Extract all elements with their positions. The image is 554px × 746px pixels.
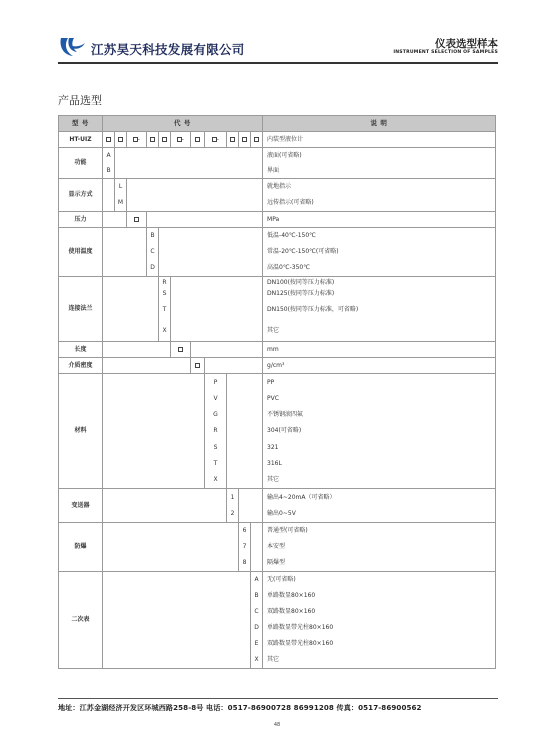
- header-divider: [58, 62, 498, 64]
- option-desc: 其它: [267, 327, 280, 335]
- code-box: [195, 137, 200, 142]
- option-desc: 输出4~20mA（可省略）: [267, 493, 336, 501]
- model-desc: 内装型液位计: [263, 132, 496, 148]
- option-code: T: [162, 306, 167, 314]
- code-box: [162, 137, 167, 142]
- table-row-temp: [59, 228, 496, 277]
- page-number: 48: [273, 722, 281, 728]
- option-desc: 就地指示: [267, 183, 292, 191]
- row-label: 变送器: [59, 489, 103, 523]
- table-row-length: [59, 342, 496, 358]
- option-code: T: [213, 459, 218, 467]
- code-box: [212, 137, 217, 142]
- option-code: L: [118, 183, 123, 191]
- option-desc: 本安型: [267, 543, 286, 551]
- header-desc: 说 明: [263, 116, 496, 132]
- option-code: S: [213, 443, 218, 451]
- option-code: 2: [230, 510, 235, 518]
- section-title: 产品选型: [58, 94, 102, 107]
- table-row-density: [59, 358, 496, 374]
- row-label: 材料: [59, 374, 103, 489]
- option-desc: 远传指示(可省略): [267, 199, 314, 207]
- footer-divider: [58, 698, 498, 699]
- table-header-row: [59, 116, 496, 132]
- row-label: 二次表: [59, 572, 103, 669]
- code-box: [230, 137, 235, 142]
- option-code: A: [254, 576, 259, 584]
- code-box: [133, 137, 138, 142]
- option-code: E: [254, 640, 259, 648]
- table-row-flange: [59, 277, 496, 342]
- option-desc: 隔爆型: [267, 559, 286, 567]
- option-code: B: [106, 166, 111, 174]
- row-label: 功能: [59, 148, 103, 179]
- row-label: 压力: [59, 212, 103, 228]
- option-code: X: [254, 656, 259, 664]
- table-row-display: [59, 179, 496, 212]
- option-desc: 单路数显带光柱80×160: [267, 624, 334, 632]
- table-row-transmitter: [59, 489, 496, 523]
- row-label: 使用温度: [59, 228, 103, 277]
- code-box: [177, 137, 182, 142]
- option-code: 8: [242, 559, 247, 567]
- code-box: [242, 137, 247, 142]
- option-desc: 不锈钢滚四氟: [267, 411, 304, 419]
- option-desc: 输出0~5V: [267, 510, 296, 518]
- option-code: B: [254, 592, 259, 600]
- code-box: [118, 137, 123, 142]
- code-box: [106, 137, 111, 142]
- option-desc: 其它: [267, 476, 280, 484]
- company-logo-icon: [58, 34, 86, 58]
- code-box: [195, 363, 200, 368]
- option-desc: 低温-40℃-150℃: [267, 232, 316, 240]
- table-row-secondary: [59, 572, 496, 669]
- row-label: 防爆: [59, 523, 103, 572]
- option-desc: 液面(可省略): [267, 151, 302, 159]
- option-desc: 单路数显80×160: [267, 592, 316, 600]
- code-box: [254, 137, 259, 142]
- row-desc: g/cm³: [263, 358, 496, 374]
- table-row-pressure: [59, 212, 496, 228]
- table-row-material: [59, 374, 496, 489]
- option-desc: 无(可省略): [267, 576, 296, 584]
- code-box: [178, 347, 183, 352]
- option-desc: 常温-20℃-150℃(可省略): [267, 248, 339, 256]
- header-type: 型 号: [59, 116, 103, 132]
- option-code: D: [150, 264, 155, 272]
- page-header: [58, 32, 498, 62]
- code-box: [150, 137, 155, 142]
- row-desc: mm: [263, 342, 496, 358]
- option-code: C: [254, 608, 259, 616]
- option-code: X: [162, 327, 167, 335]
- option-code: P: [213, 378, 218, 386]
- model-label: HT-UIZ: [59, 132, 103, 148]
- option-code: D: [254, 624, 259, 632]
- option-desc: 321: [267, 443, 279, 451]
- table-row-func: [59, 148, 496, 179]
- row-label: 介质密度: [59, 358, 103, 374]
- option-desc: PP: [267, 378, 275, 386]
- row-desc: MPa: [263, 212, 496, 228]
- code-box: [134, 217, 139, 222]
- option-code: G: [213, 411, 218, 419]
- option-code: M: [117, 199, 124, 207]
- option-desc: 界面: [267, 166, 280, 174]
- option-desc: 304(可省略): [267, 427, 302, 435]
- option-code: 7: [242, 543, 247, 551]
- option-code: X: [213, 476, 218, 484]
- product-selection-table: [58, 115, 496, 669]
- row-label: 长度: [59, 342, 103, 358]
- option-desc: DN100(按同等压力标准): [267, 279, 335, 287]
- row-label: 显示方式: [59, 179, 103, 212]
- footer-contact: 地址：江苏金湖经济开发区环城西路258-8号 电话：0517-86900728 86991208 传真：0517-86900562: [58, 703, 422, 712]
- option-desc: DN150(按同等压力标准，可省略): [267, 306, 359, 314]
- option-desc: 316L: [267, 459, 282, 467]
- table-row-explosion: [59, 523, 496, 572]
- option-desc: DN125(按同等压力标准): [267, 290, 335, 298]
- option-desc: PVC: [267, 394, 279, 402]
- option-code: B: [150, 232, 155, 240]
- option-code: S: [162, 290, 167, 298]
- document-subtitle: INSTRUMENT SELECTION OF SAMPLES: [393, 50, 498, 55]
- table-row-model: HT-UIZ - - - 内装型液位计: [59, 132, 496, 148]
- option-desc: 双路数显80×160: [267, 608, 316, 616]
- option-code: C: [150, 248, 155, 256]
- option-code: V: [213, 394, 218, 402]
- row-label: 连接法兰: [59, 277, 103, 342]
- company-name: 江苏昊天科技发展有限公司: [91, 42, 245, 57]
- header-code: 代 号: [103, 116, 263, 132]
- option-code: 1: [230, 493, 235, 501]
- option-code: A: [106, 151, 111, 159]
- option-code: R: [213, 427, 218, 435]
- option-desc: 其它: [267, 656, 280, 664]
- option-desc: 普通型(可省略): [267, 527, 308, 535]
- option-code: R: [162, 279, 167, 287]
- document-title: 仪表选型样本: [435, 38, 498, 50]
- option-desc: 双路数显带光柱80×160: [267, 640, 334, 648]
- option-code: 6: [242, 527, 247, 535]
- option-desc: 高温0℃-350℃: [267, 264, 310, 272]
